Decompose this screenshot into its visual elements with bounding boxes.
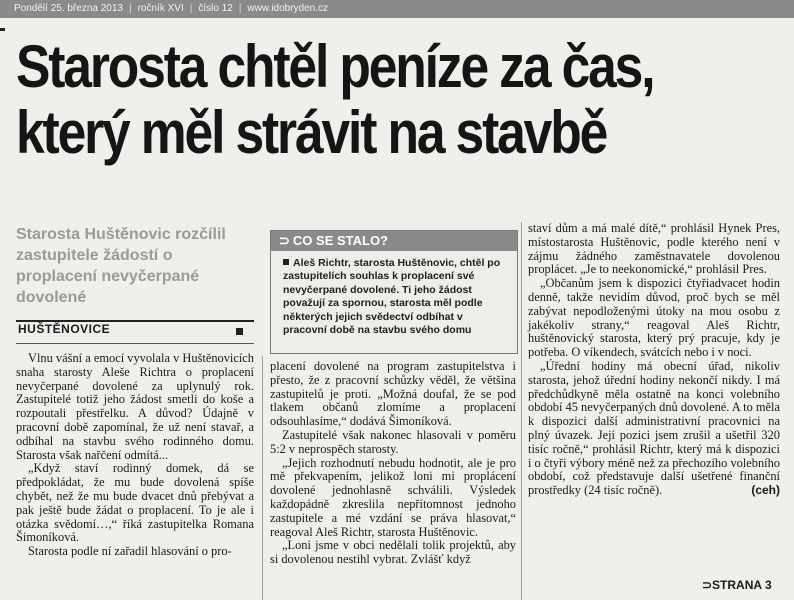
paragraph-text: „Úřední hodiny má obecní úřad, nikoliv starosta, jehož úřední hodiny nekončí nikdy. I má předchůdkyně měla ostatně na konci volebního období 45 nevyčerpaných dnů dovolené. A to měla k dispozici další administrativní pracovnici na plný úvazek. Její pozici jsem zrušil a ušetřil 320 tisíc ročně,“ prohlásil Richtr, který má k dispozici i o čtyři výbory méně než za přechozího volebního období, což představuje další ušetřené finanční prostředky (24 tisíc ročně). [528, 358, 780, 498]
article-column-1 [16, 352, 254, 559]
paragraph: „Jejich rozhodnutí nebudu hodnotit, ale je pro mě překvapením, jelikož loni mi proplácení dovolené jednohlasně schválili. Výsledek každopádně zkreslila nepřítomnost jednoho zastupitele a mé vzdání se práva hlasovat,“ reagoval Aleš Richtr, starosta Huštěnovic. [270, 455, 516, 539]
paragraph: Zastupitelé však nakonec hlasovali v poměru 5:2 v neprospěch starosty. [270, 427, 516, 456]
summary-box [270, 230, 518, 354]
paragraph: „Loni jsme v obci nedělali tolik projektů, aby si dovolenou nestihl vybrat. Zvlášť když [270, 538, 516, 567]
summary-box-text: Aleš Richtr, starosta Huštěnovic, chtěl po zastupitelích souhlas k proplacení své nevyčerpané dovolené. Ti jeho žádost považují za spornou, starosta měl podle některých jejich svědectví odbíhat v pracovní době na stavbu svého domu [283, 257, 501, 337]
separator: | [238, 3, 242, 14]
author-byline: (ceh) [751, 483, 780, 498]
summary-box-header [271, 231, 517, 251]
summary-box-title: CO SE STALO? [292, 233, 389, 248]
issue-volume: ročník XVI [137, 3, 184, 14]
article-column-2 [270, 360, 516, 567]
continuation-link[interactable]: ⊃STRANA 3 [702, 578, 772, 592]
square-bullet-icon [283, 259, 289, 265]
column-rule [262, 356, 263, 600]
margin-tick [0, 28, 5, 31]
issue-info-bar [0, 0, 794, 18]
paragraph: Vlnu vášní a emocí vyvolala v Huštěnovicích snaha starosty Aleše Richtra o proplacení nevyčerpané dovolené za uplynulý rok. Zastupitelé totiž jeho žádost smetli do koše a rozpoutali přestřelku. A důvod? Údajně v pracovní době zapomínal, že už není stavař, a odbíhal na stavbu svého rodinného domu. Starosta však nařčení odmítá... [16, 351, 254, 462]
separator: | [189, 3, 193, 14]
article-column-3 [528, 222, 780, 498]
paragraph: „Když staví rodinný domek, dá se předpokládat, že mu bude dovolená spíše chybět, než že mu bude dvacet dnů přebývat a pak ještě bude žádat o proplacení. To je ale i otázka svědomí…,“ říká zastupitelka Romana Šimoníková. [16, 461, 254, 545]
dateline-location: HUŠTĚNOVICE [18, 322, 111, 336]
website-link[interactable]: www.idobryden.cz [247, 3, 329, 14]
paragraph: placení dovolené na program zastupitelstva i přesto, že z pracovní schůzky věděl, že většina zastupitelů je proti. „Možná doufal, že se pod tlakem občanů zlomíme a proplacení odsouhlasíme,“ dodává Šimoníková. [270, 359, 516, 429]
issue-number: číslo 12 [198, 3, 233, 14]
arrow-icon: ⊃ [279, 233, 290, 248]
headline-line-1: Starosta chtěl peníze za čas, [16, 33, 654, 100]
article-headline [16, 34, 678, 166]
column-rule [521, 222, 522, 600]
square-bullet-icon [236, 328, 243, 335]
paragraph: Starosta podle ní zařadil hlasování o pro- [28, 544, 232, 559]
paragraph: „Občanům jsem k dispozici čtyřiadvacet hodin denně, takže nevidím důvod, proč bych se měl zabývat nepodloženými útoky na mou osobu z jakékoliv strany,“ reagoval Aleš Richtr, huštěnovický starosta, který prý pracuje, kdy je potřeba. O víkendech, svátcích nebo i v noci. [528, 276, 780, 360]
summary-box-body [271, 251, 517, 337]
issue-date: Pondělí 25. března 2013 [14, 3, 123, 14]
paragraph [528, 360, 780, 498]
article-perex: Starosta Huštěnovic rozčílil zastupitele žádostí o proplacení nevyčerpané dovolené [16, 226, 226, 306]
paragraph: staví dům a má malé dítě,“ prohlásil Hynek Pres, místostarosta Huštěnovic, podle kterého není v zájmu žádného zaměstnavatele dovolenou proplácet. „Je to neekonomické,“ prohlásil Pres. [528, 221, 780, 277]
divider [16, 343, 254, 344]
headline-line-2: který měl strávit na stavbě [16, 99, 607, 166]
separator: | [128, 3, 132, 14]
